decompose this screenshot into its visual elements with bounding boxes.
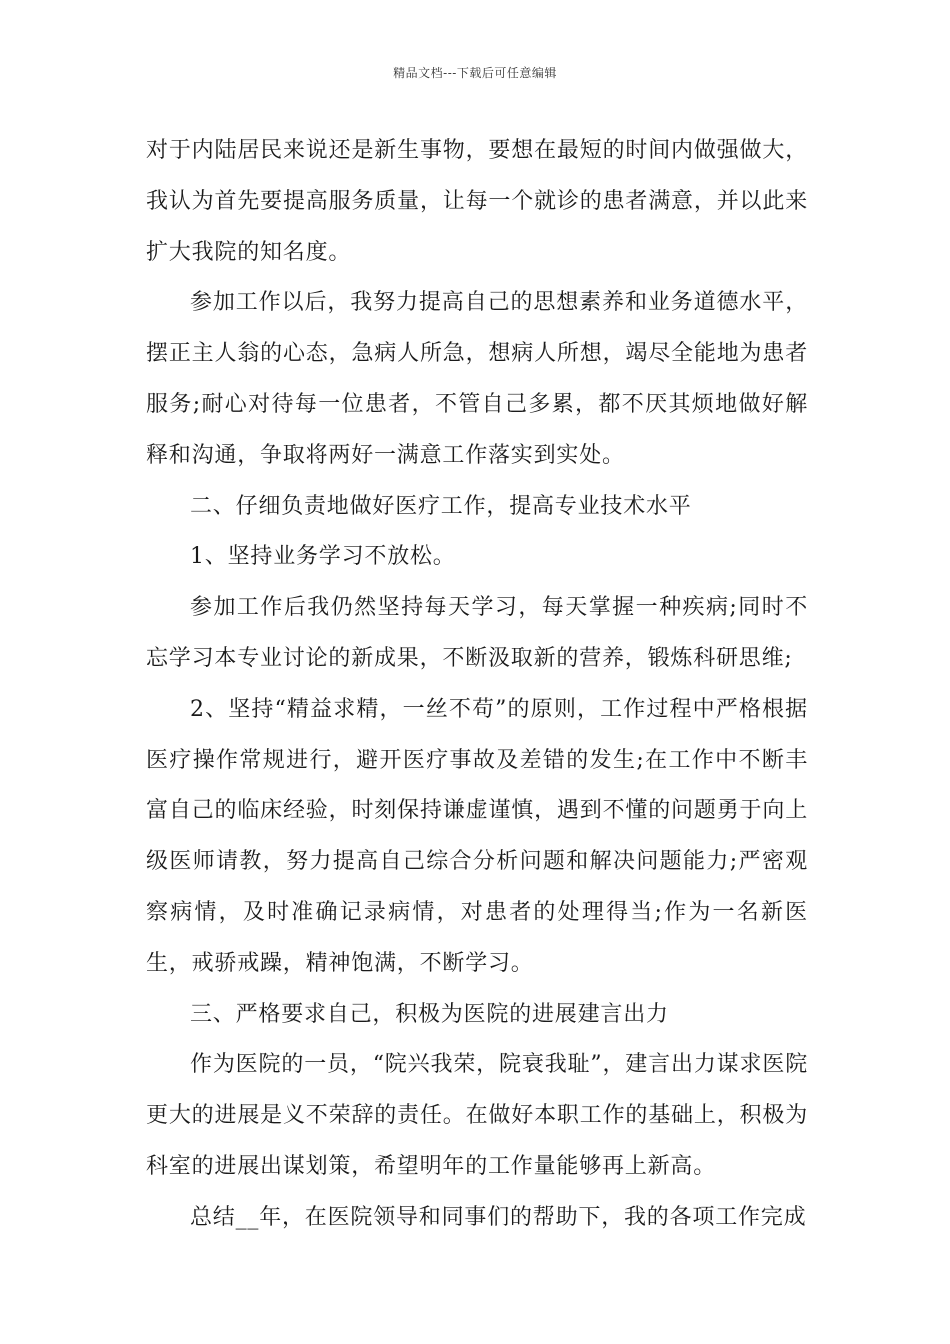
paragraph: 参加工作后我仍然坚持每天学习，每天掌握一种疾病;同时不忘学习本专业讨论的新成果，不断汲取新的营养，锻炼科研思维; <box>146 595 808 671</box>
section-heading: 二、仔细负责地做好医疗工作，提高专业技术水平 <box>190 493 692 519</box>
subsection-heading: 1、坚持业务学习不放松。 <box>190 544 456 570</box>
paragraph: 参加工作以后，我努力提高自己的思想素养和业务道德水平，摆正主人翁的心态，急病人所急，想病人所想，竭尽全能地为患者服务;耐心对待每一位患者，不管自己多累，都不厌其烦地做好解释和沟通，争取将两好一满意工作落实到实处。 <box>146 290 808 468</box>
document-body <box>146 126 808 1244</box>
paragraph: 作为医院的一员，“院兴我荣，院衰我耻”，建言出力谋求医院更大的进展是义不荣辞的责任。在做好本职工作的基础上，积极为科室的进展出谋划策，希望明年的工作量能够再上新高。 <box>146 1052 808 1179</box>
paragraph: 总结__年，在医院领导和同事们的帮助下，我的各项工作完成 <box>190 1204 807 1230</box>
paragraph: 2、坚持“精益求精，一丝不苟”的原则，工作过程中严格根据医疗操作常规进行，避开医疗事故及差错的发生;在工作中不断丰富自己的临床经验，时刻保持谦虚谨慎，遇到不懂的问题勇于向上级医师请教，努力提高自己综合分析问题和解决问题能力;严密观察病情，及时准确记录病情，对患者的处理得当;作为一名新医生，戒骄戒躁，精神饱满，不断学习。 <box>146 696 808 976</box>
page-header: 精品文档---下载后可任意编辑 <box>393 66 557 80</box>
paragraph: 对于内陆居民来说还是新生事物，要想在最短的时间内做强做大，我认为首先要提高服务质量，让每一个就诊的患者满意，并以此来扩大我院的知名度。 <box>146 138 808 265</box>
section-heading: 三、严格要求自己，积极为医院的进展建言出力 <box>190 1001 669 1027</box>
